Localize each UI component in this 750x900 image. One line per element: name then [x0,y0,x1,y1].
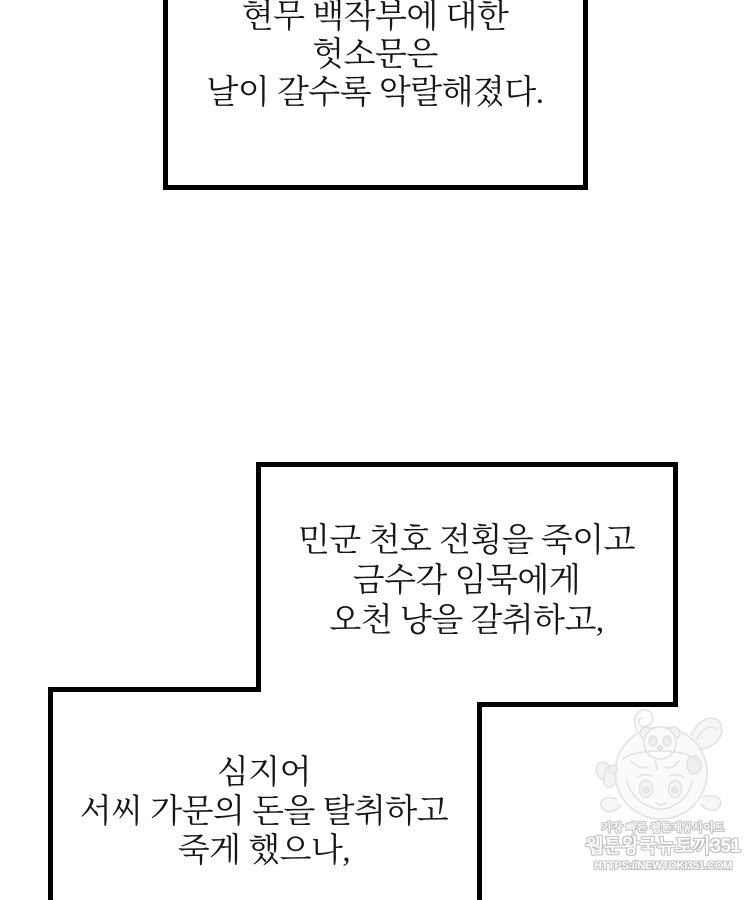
narration-line: 현무 백작부에 대한 [241,0,509,35]
narration-line: 금수각 임묵에게 [352,563,581,599]
narration-box-middle [258,521,675,641]
watermark-site-url: HTTPS://NEWTOKI351.COM [593,860,733,872]
narration-line: 헛소문은 [312,37,438,73]
narration-box-top [165,0,585,112]
narration-line: 날이 갈수록 악랄해졌다. [206,75,544,111]
site-watermark [577,703,749,874]
watermark-tagline: 가장 빠른 웹툰제공사이트 [601,822,725,834]
watermark-site-name: 웹툰왕국뉴토끼351 [585,836,741,857]
narration-line: 서씨 가문의 돈을 탈취하고 [79,794,449,830]
narration-line: 민군 천호 전횡을 죽이고 [297,523,636,559]
narration-line: 심지어 [216,755,312,791]
narration-line: 오천 냥을 갈취하고, [329,603,604,639]
narration-box-bottom [48,754,480,871]
rabbit-mascot-icon [591,703,735,821]
narration-line: 죽게 했으나, [177,833,351,869]
